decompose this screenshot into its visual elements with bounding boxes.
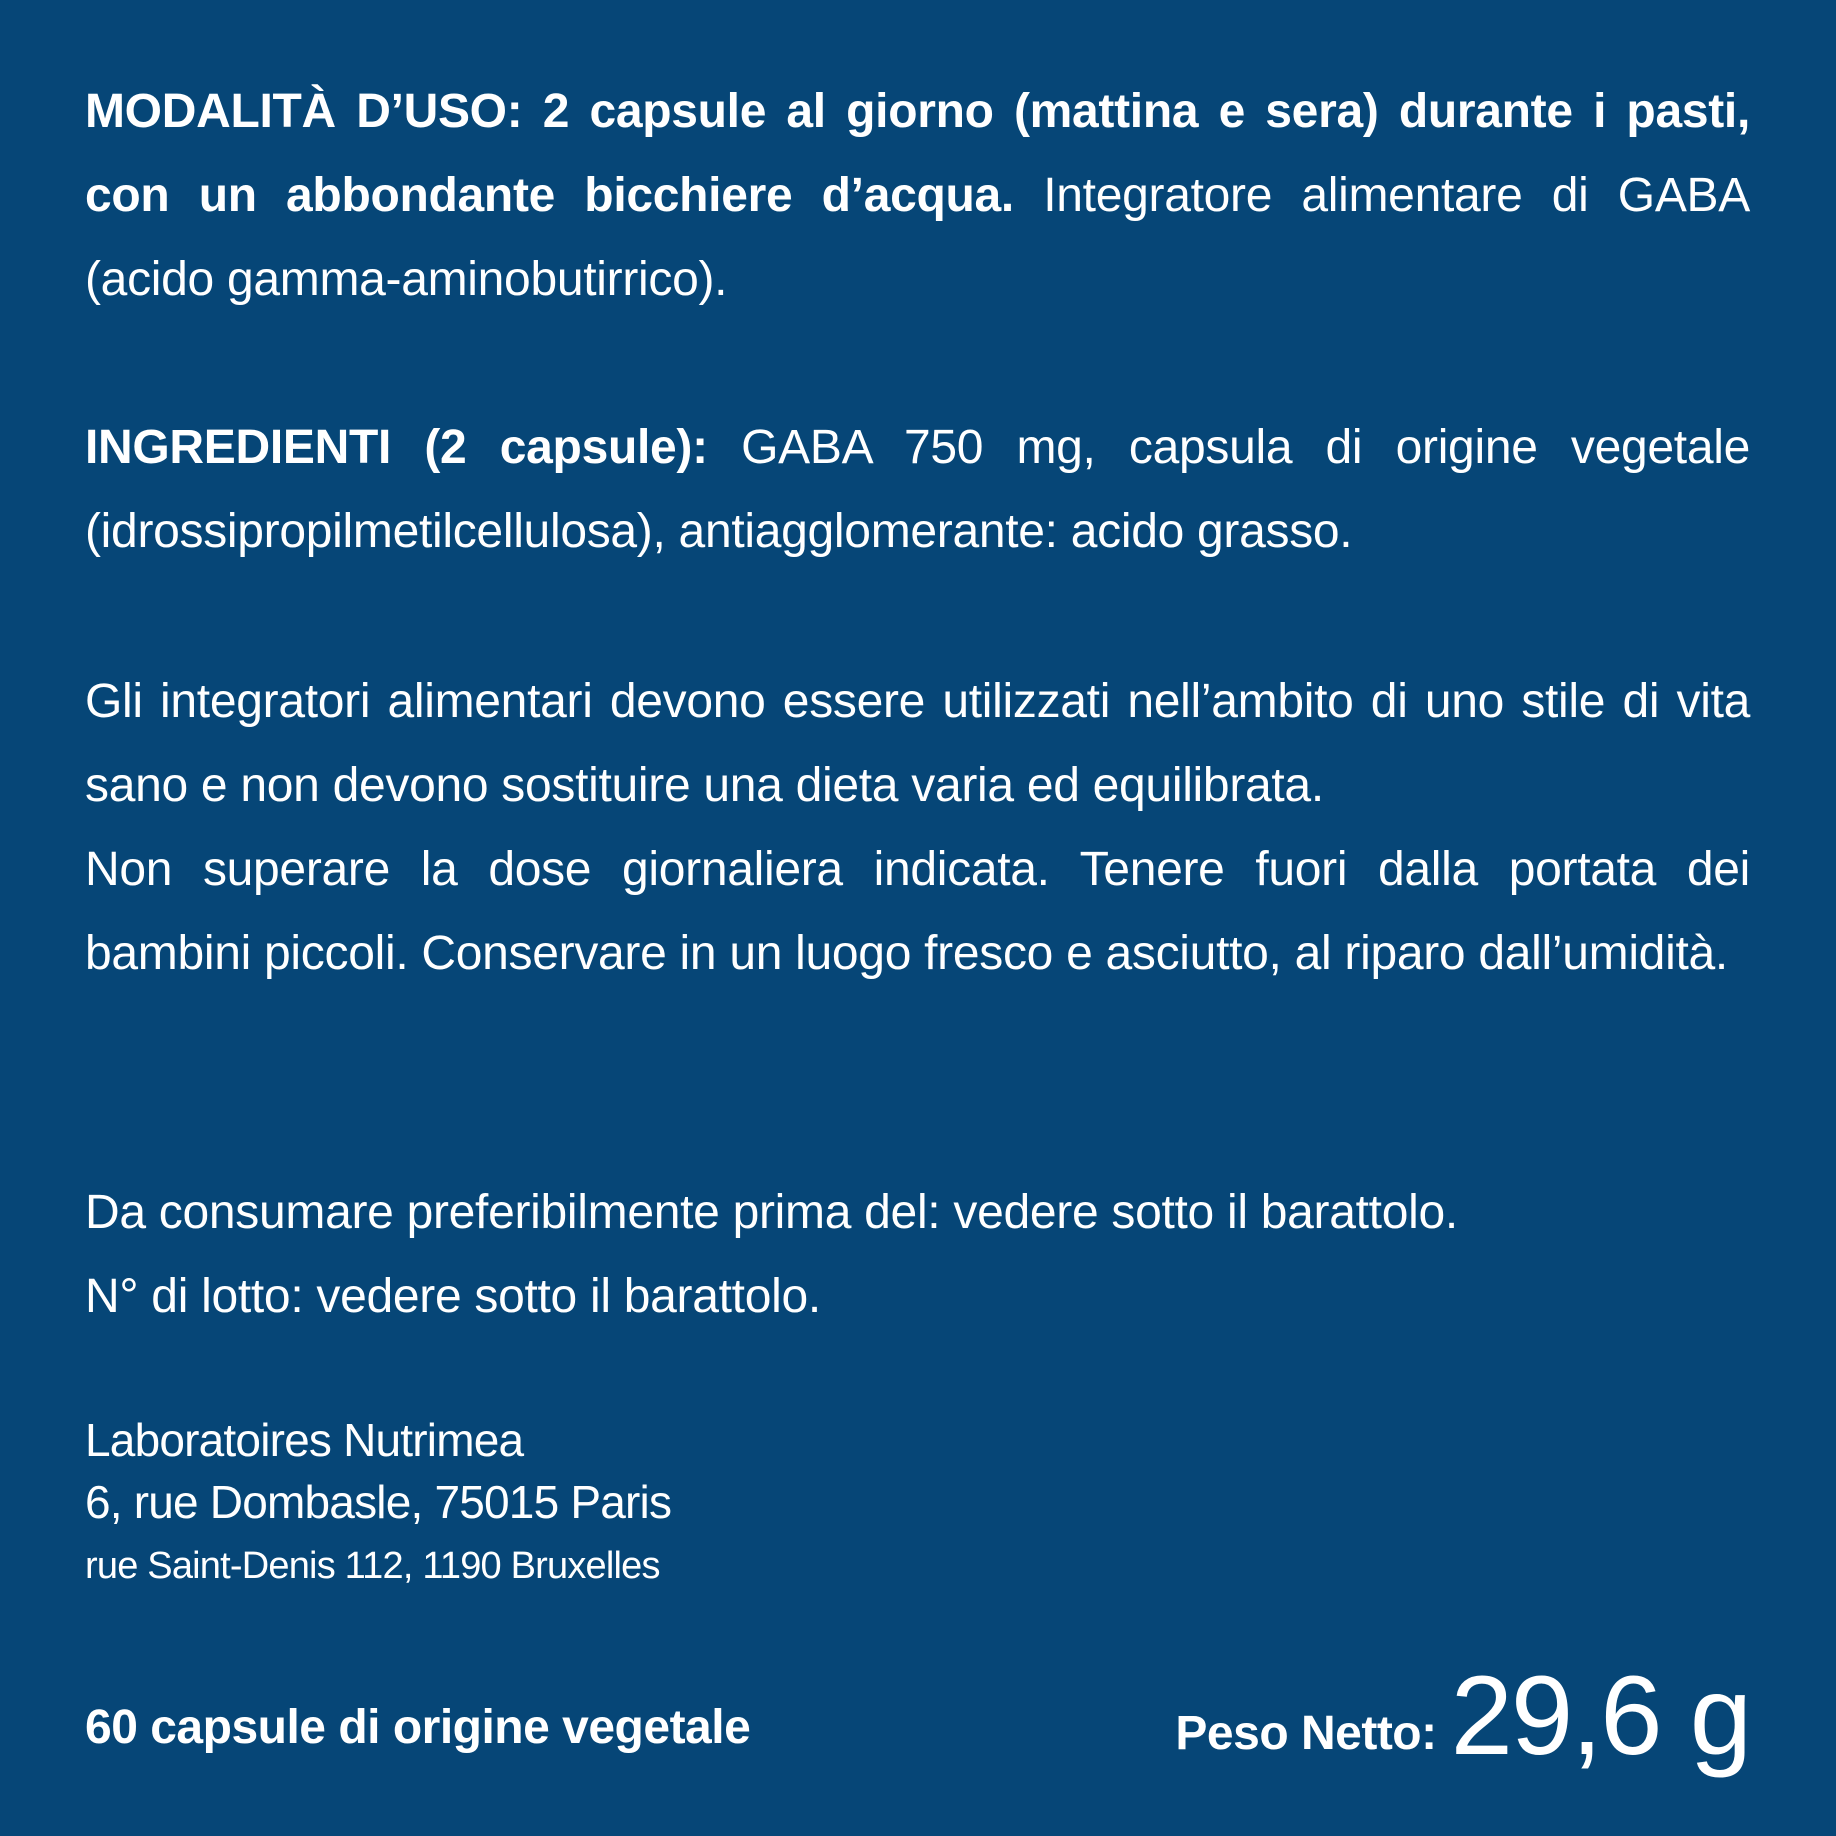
usage-description: Integratore alimentare di GABA (acido gamma-aminobutirrico). — [85, 169, 1750, 306]
ingredients-heading: INGREDIENTI (2 capsule): — [85, 421, 708, 474]
warnings-line-2: Non superare la dose giornaliera indicata. Tenere fuori dalla portata dei bambini piccoli. Conservare in un luogo fresco e asciutto, al riparo dall’umidità. — [85, 843, 1750, 980]
net-weight-value: 29,6 g — [1450, 1653, 1750, 1778]
net-weight-label: Peso Netto: — [1175, 1707, 1437, 1760]
warnings-line-1: Gli integratori alimentari devono essere utilizzati nell’ambito di uno stile di vita sano e non devono sostituire una dieta varia ed equilibrata. — [85, 675, 1750, 812]
company-address-brussels: rue Saint-Denis 112, 1190 Bruxelles — [85, 1545, 660, 1587]
ingredients-text: GABA 750 mg, capsula di origine vegetale (idrossipropilmetilcellulosa), antiagglomerante: acido grasso. — [85, 421, 1750, 558]
storage-section — [85, 1171, 1750, 1339]
ingredients-section — [85, 406, 1750, 574]
best-before-text: Da consumare preferibilmente prima del: vedere sotto il barattolo. — [85, 1186, 1458, 1239]
lot-number-text: N° di lotto: vedere sotto il barattolo. — [85, 1270, 821, 1323]
warnings-section — [85, 660, 1750, 996]
usage-instructions: 2 capsule al giorno (mattina e sera) durante i pasti, con un abbondante bicchiere d’acqua. — [85, 85, 1750, 222]
company-name: Laboratoires Nutrimea — [85, 1414, 524, 1466]
usage-heading: MODALITÀ D’USO: — [85, 85, 523, 138]
net-weight — [1175, 1652, 1750, 1778]
capsule-count: 60 capsule di origine vegetale — [85, 1701, 751, 1754]
usage-section — [85, 70, 1750, 322]
company-address-paris: 6, rue Dombasle, 75015 Paris — [85, 1476, 672, 1528]
